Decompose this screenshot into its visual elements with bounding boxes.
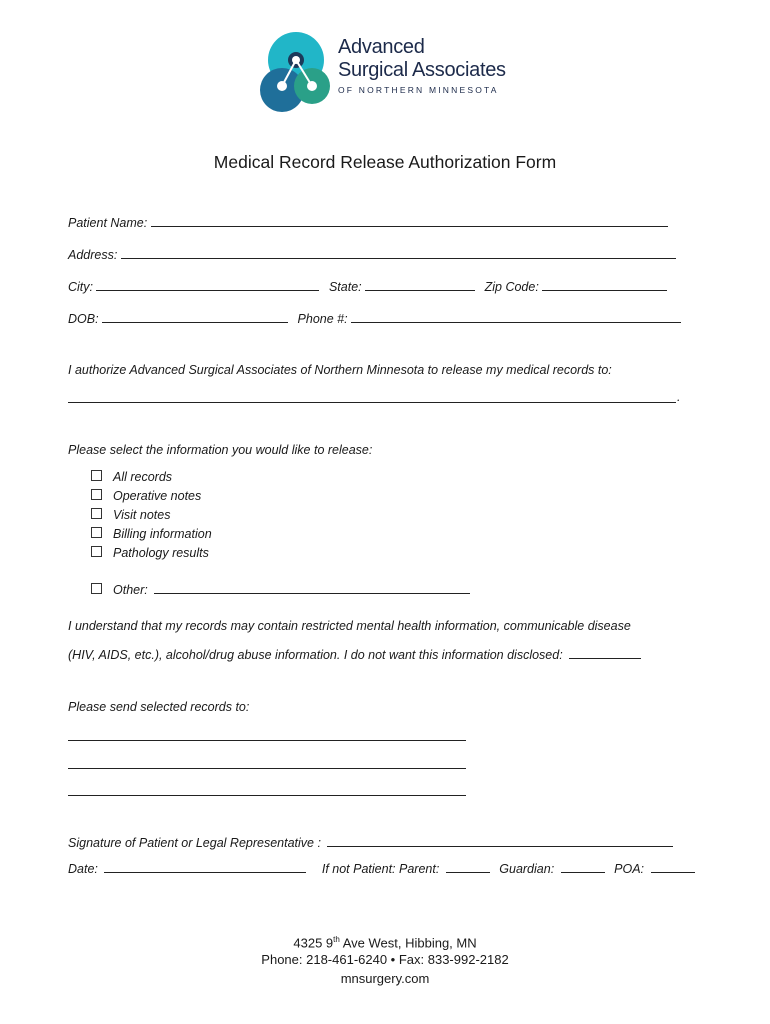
state-label: State: [328,280,362,294]
recipient-period: . [677,390,681,404]
city-field[interactable] [96,278,319,291]
parent-field[interactable] [446,860,490,873]
option-all-records[interactable] [91,470,172,484]
patient-name-label: Patient Name: [68,216,148,230]
zip-label: Zip Code: [484,280,539,294]
checkbox-icon[interactable] [91,546,102,557]
phone-field[interactable] [351,310,681,323]
address-row [68,246,676,262]
footer-website: mnsurgery.com [340,971,430,986]
signature-field[interactable] [327,834,673,847]
patient-name-row [68,214,668,230]
send-to-line-2[interactable] [68,768,466,769]
footer-address-post: Ave West, Hibbing, MN [339,935,477,951]
guardian-label: Guardian: [499,862,555,876]
restricted-text-line-2: (HIV, AIDS, etc.), alcohol/drug abuse information. I do not want this information disclosed: [68,648,563,662]
authorize-text: I authorize Advanced Surgical Associates of Northern Minnesota to release my medical records to: [68,363,612,377]
zip-field[interactable] [542,278,667,291]
option-visit-notes[interactable] [91,508,170,522]
logo-wordmark [338,37,506,95]
guardian-field[interactable] [561,860,605,873]
restricted-initials-field[interactable] [569,646,641,659]
option-other[interactable] [91,581,470,597]
select-prompt: Please select the information you would like to release: [68,443,373,457]
poa-field[interactable] [651,860,695,873]
date-label: Date: [68,862,98,876]
send-to-line-3[interactable] [68,795,466,796]
poa-label: POA: [614,862,645,876]
restricted-text-line-1: I understand that my records may contain restricted mental health information, communicable disease [68,619,631,633]
option-billing-information[interactable] [91,527,212,541]
recipient-field[interactable] [68,402,676,403]
phone-label: Phone #: [297,312,348,326]
option-label: All records [113,470,173,484]
footer-address-sup: th [333,935,340,944]
other-label: Other: [113,583,148,597]
checkbox-icon[interactable] [91,527,102,538]
send-to-line-1[interactable] [68,740,466,741]
logo-line-1: Advanced [338,36,425,58]
option-label: Pathology results [113,546,209,560]
date-row [68,860,695,876]
checkbox-icon[interactable] [91,508,102,519]
signature-row [68,834,673,850]
option-label: Billing information [113,527,212,541]
option-label: Operative notes [113,489,202,503]
date-field[interactable] [104,860,306,873]
city-label: City: [68,280,93,294]
restricted-text-row [68,646,641,662]
option-operative-notes[interactable] [91,489,201,503]
checkbox-icon[interactable] [91,489,102,500]
address-label: Address: [68,248,118,262]
dob-label: DOB: [68,312,99,326]
state-field[interactable] [365,278,475,291]
footer-phone-fax: Phone: 218-461-6240 • Fax: 833-992-2182 [261,952,509,967]
footer-address-pre: 4325 9 [293,935,334,951]
address-field[interactable] [121,246,676,259]
option-pathology-results[interactable] [91,546,209,560]
dob-field[interactable] [102,310,288,323]
logo-line-2: Surgical Associates [338,59,506,81]
option-label: Visit notes [113,508,171,522]
city-state-zip-row [68,278,667,294]
form-title: Medical Record Release Authorization Form [213,152,557,172]
patient-name-field[interactable] [151,214,668,227]
signature-label: Signature of Patient or Legal Representative : [68,836,321,850]
other-field[interactable] [154,581,470,594]
logo-line-3: OF NORTHERN MINNESOTA [338,85,499,95]
send-label: Please send selected records to: [68,700,250,714]
dob-phone-row [68,310,681,326]
checkbox-icon[interactable] [91,470,102,481]
if-not-patient-label: If not Patient: Parent: [321,862,440,876]
checkbox-icon[interactable] [91,583,102,594]
